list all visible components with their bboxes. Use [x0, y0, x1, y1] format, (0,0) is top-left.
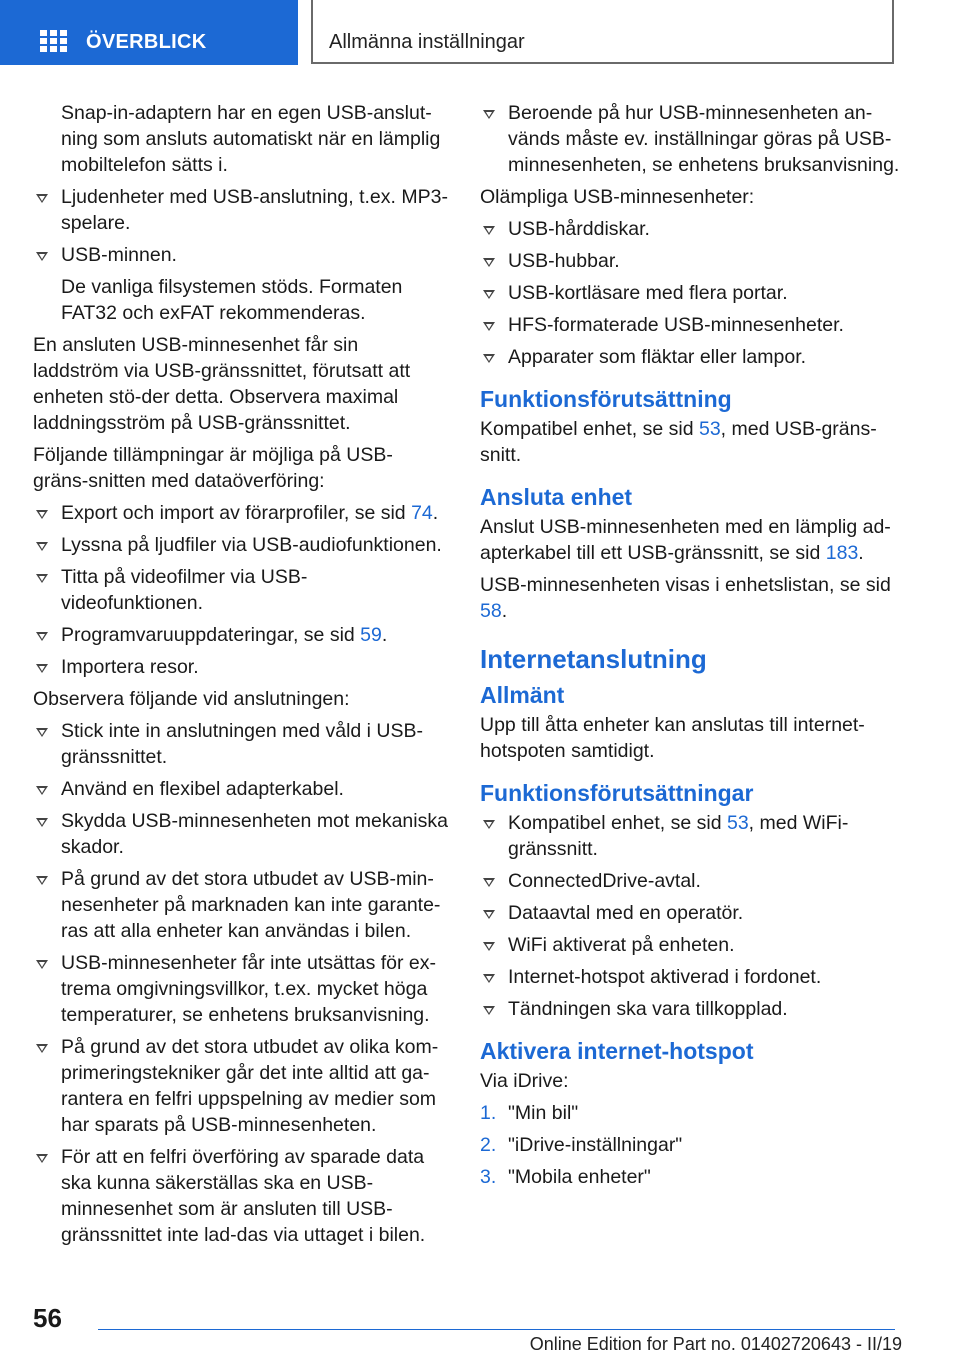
list-item [33, 776, 448, 802]
list-item [480, 810, 900, 862]
list-item [480, 868, 900, 894]
list-item-text: Importera resor. [61, 656, 199, 678]
requirement-text [480, 416, 900, 468]
step-item [480, 1100, 900, 1126]
text-part: Anslut USB-minnesenheten med en lämplig ad-apterkabel till ett USB-gränssnitt, se sid [480, 516, 891, 564]
list-item [480, 900, 900, 926]
list-item [480, 280, 900, 306]
list-item-text: På grund av det stora utbudet av USB-min-nesenheter på marknaden kan inte garante-ras att alla enheter kan användas i bilen. [61, 868, 441, 942]
heading-activate-hotspot: Aktivera internet-hotspot [480, 1038, 754, 1064]
page-link[interactable]: 58 [480, 600, 502, 622]
list-item [480, 344, 900, 370]
step-text: "Min bil" [508, 1102, 579, 1124]
list-item-text: Internet-hotspot aktiverad i fordonet. [508, 966, 822, 988]
list-item: Export och import av förarprofiler, se sid 74. [33, 500, 448, 526]
general-text: Upp till åtta enheter kan anslutas till internet-hotspoten samtidigt. [480, 714, 865, 762]
list-item-text: ConnectedDrive-avtal. [508, 870, 701, 892]
apps-list [33, 500, 448, 680]
list-item-text: Lyssna på ljudfiler via USB-audiofunktionen. [61, 534, 442, 556]
list-item [480, 964, 900, 990]
right-column [480, 100, 900, 1196]
list-item-text: USB-minnesenheter får inte utsättas för ex-trema omgivningsvillkor, t.ex. mycket höga temperaturer, se enhetens bruksanvisning. [61, 952, 437, 1026]
list-item-text: USB-minnen. [61, 244, 177, 266]
list-item-text: USB-kortläsare med flera portar. [508, 282, 788, 304]
list-item [33, 654, 448, 680]
list-item-text: Beroende på hur USB-minnesenheten an-vänds måste ev. inställningar göras på USB-minnesenheten, se enhetens bruksanvisning. [508, 102, 900, 176]
list-item [33, 1144, 448, 1248]
list-item [33, 242, 448, 268]
page-link[interactable]: 59 [360, 624, 382, 646]
device-list-text [480, 572, 900, 624]
page-header [0, 0, 960, 66]
list-item-text: Använd en flexibel adapterkabel. [61, 778, 344, 800]
page-link[interactable]: 183 [825, 542, 859, 564]
heading-internet: Internetanslutning [480, 644, 707, 674]
connect-text [480, 514, 900, 566]
list-item [33, 532, 448, 558]
list-item-text: På grund av det stora utbudet av olika kom-primeringstekniker går det inte alltid att ga-rantera en felfri uppspelning av medier som har sparats på USB-minnesenheten. [61, 1036, 439, 1136]
requirements-list [480, 810, 900, 1022]
overview-tab[interactable] [0, 0, 298, 65]
step-number: 2. [480, 1134, 497, 1156]
text-part: , med USB-gräns-snitt. [480, 418, 877, 466]
list-item [33, 1034, 448, 1138]
text-part: , med WiFi-gränssnitt. [508, 812, 849, 860]
heading-requirements: Funktionsförutsättningar [480, 780, 754, 806]
heading-general: Allmänt [480, 682, 565, 708]
list-item [480, 996, 900, 1022]
page-link[interactable]: 53 [726, 812, 749, 834]
charging-text: En ansluten USB-minnesenhet får sin laddström via USB-gränssnittet, förutsatt att enheten stö-der detta. Observera maximal laddningsström på USB-gränssnittet. [33, 334, 411, 434]
section-label: Allmänna inställningar [329, 31, 525, 53]
step-item [480, 1164, 900, 1190]
list-item: Programvaruuppdateringar, se sid 59. [33, 622, 448, 648]
list-item [33, 564, 448, 616]
heading-connect-device: Ansluta enhet [480, 484, 633, 510]
list-item-text: Titta på videofilmer via USB-videofunktionen. [61, 566, 308, 614]
text-part: Kompatibel enhet, se sid [480, 418, 699, 440]
list-item [33, 184, 448, 236]
list-item [480, 932, 900, 958]
step-number: 3. [480, 1166, 497, 1188]
steps-list [480, 1100, 900, 1190]
list-item [33, 866, 448, 944]
text-part: . [858, 542, 864, 564]
list-item-text: Programvaruuppdateringar, se sid [61, 624, 361, 646]
heading-requirement: Funktionsförutsättning [480, 386, 732, 412]
step-text: "iDrive-inställningar" [508, 1134, 683, 1156]
list-item-text: Skydda USB-minnesenheten mot mekaniska skador. [61, 810, 448, 858]
footer-divider [98, 1329, 895, 1330]
list-item [33, 950, 448, 1028]
page-link[interactable]: 74 [411, 502, 433, 524]
list-item [480, 248, 900, 274]
list-item-text: Stick inte in anslutningen med våld i USB-gränssnittet. [61, 720, 424, 768]
filesystem-note: De vanliga filsystemen stöds. Formaten FAT32 och exFAT rekommenderas. [61, 276, 403, 324]
footer-edition: Online Edition for Part no. 01402720643 - II/19 [529, 1334, 902, 1354]
list-item [33, 718, 448, 770]
apps-intro: Följande tillämpningar är möjliga på USB-gräns-snitten med dataöverföring: [33, 444, 393, 492]
left-column [33, 100, 448, 1254]
list-item-text: Apparater som fläktar eller lampor. [508, 346, 807, 368]
list-item-text: WiFi aktiverat på enheten. [508, 934, 735, 956]
text-part: Kompatibel enhet, se sid [508, 812, 727, 834]
list-item [480, 100, 900, 178]
list-item [480, 312, 900, 338]
list-item-text: USB-hubbar. [508, 250, 620, 272]
list-item-text: USB-hårddiskar. [508, 218, 650, 240]
list-item [33, 808, 448, 860]
snap-in-text: Snap-in-adaptern har en egen USB-anslut-ning som ansluts automatiskt när en lämplig mobiltelefon sätts i. [61, 102, 441, 176]
page-link[interactable]: 53 [698, 418, 721, 440]
list-item-text: Tändningen ska vara tillkopplad. [508, 998, 788, 1020]
page-number: 56 [33, 1303, 62, 1333]
settings-list [480, 100, 900, 178]
via-idrive: Via iDrive: [480, 1070, 569, 1092]
step-text: "Mobila enheter" [508, 1166, 651, 1188]
list-item-text: HFS-formaterade USB-minnesenheter. [508, 314, 844, 336]
step-item [480, 1132, 900, 1158]
list-item-text: Ljudenheter med USB-anslutning, t.ex. MP3-spelare. [61, 186, 448, 234]
warnings-list [33, 718, 448, 1248]
grid-menu-icon [40, 30, 67, 52]
list-item-text: Export och import av förarprofiler, se sid [61, 502, 412, 524]
text-part: USB-minnesenheten visas i enhetslistan, se sid [480, 574, 891, 596]
unsuitable-intro: Olämpliga USB-minnesenheter: [480, 186, 755, 208]
list-item-text: För att en felfri överföring av sparade data ska kunna säkerställas ska en USB-minnesenhet som är ansluten till USB-gränssnittet inte lad-das via uttaget i bilen. [61, 1146, 426, 1246]
step-number: 1. [480, 1102, 497, 1124]
unsuitable-list [480, 216, 900, 370]
device-list [33, 184, 448, 268]
overview-label: ÖVERBLICK [86, 31, 207, 53]
section-tab[interactable] [311, 0, 894, 64]
list-item [480, 216, 900, 242]
list-item-text: Dataavtal med en operatör. [508, 902, 744, 924]
text-part: . [501, 600, 508, 622]
observe-intro: Observera följande vid anslutningen: [33, 688, 350, 710]
